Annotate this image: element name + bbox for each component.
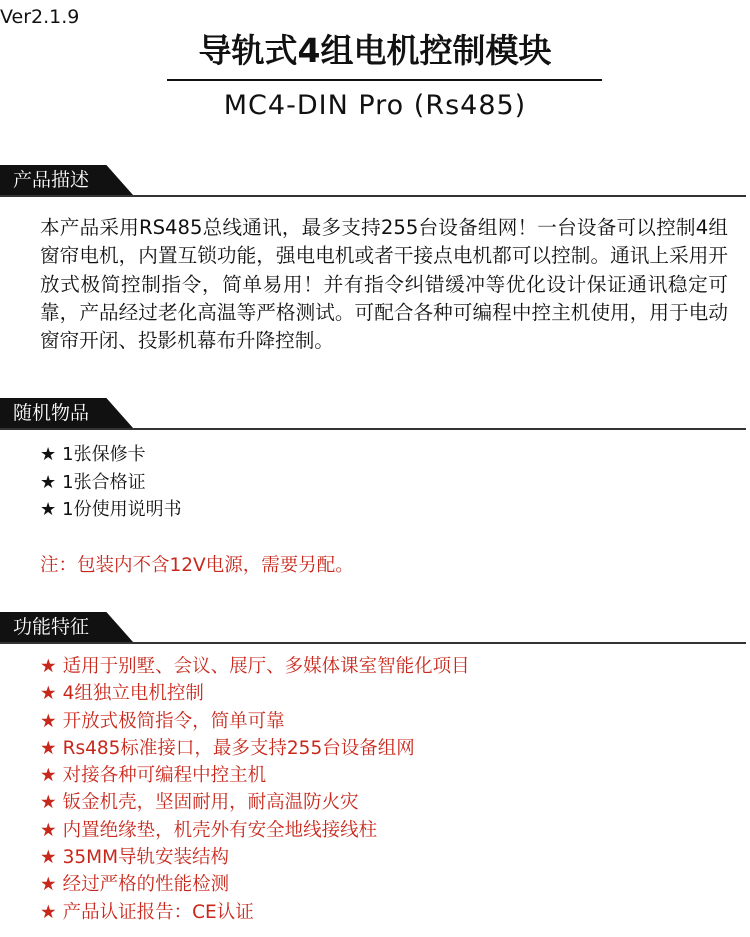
product-description: 本产品采用RS485总线通讯，最多支持255台设备组网！一台设备可以控制4组窗帘电机，内置互锁功能，强电电机或者干接点电机都可以控制。通讯上采用开放式极简控制指令，简单易用！并有指令纠错缓冲等优化设计保证通讯稳定可靠，产品经过老化高温等严格测试。可配合各种可编程中控主机使用，用于电动窗帘开闭、投影机幕布升降控制。 [40, 216, 728, 353]
list-item: ★ 1张保修卡 [40, 444, 146, 465]
list-item: ★ 4组独立电机控制 [40, 683, 204, 705]
version-label: Ver2.1.9 [0, 6, 80, 28]
star-icon: ★ [40, 765, 57, 787]
accessories-list [40, 441, 182, 524]
star-icon: ★ [40, 847, 57, 869]
section-heading: 随机物品 [13, 402, 90, 424]
star-icon: ★ [40, 874, 57, 896]
star-icon: ★ [40, 792, 57, 814]
list-item: ★ 35MM导轨安装结构 [40, 847, 230, 869]
section-divider [0, 428, 746, 430]
star-icon: ★ [40, 819, 57, 841]
page-title: 导轨式4组电机控制模块 [198, 31, 552, 70]
list-item: ★ 产品认证报告：CE认证 [40, 901, 254, 923]
list-item: ★ 1张合格证 [40, 471, 146, 493]
star-icon: ★ [40, 656, 57, 677]
list-item: ★ 适用于别墅、会议、展厅、多媒体课室智能化项目 [40, 656, 470, 677]
list-item: ★ 钣金机壳，坚固耐用，耐高温防火灾 [40, 792, 359, 814]
star-icon: ★ [40, 737, 57, 759]
features-list [40, 653, 470, 926]
section-header-accessories [0, 398, 750, 432]
list-item: ★ 内置绝缘垫，机壳外有安全地线接线柱 [40, 819, 378, 841]
list-item: ★ Rs485标准接口，最多支持255台设备组网 [40, 737, 415, 759]
list-item: ★ 经过严格的性能检测 [40, 874, 230, 896]
star-icon: ★ [40, 444, 57, 465]
page-subtitle: MC4-DIN Pro (Rs485) [223, 90, 527, 121]
star-icon: ★ [40, 683, 57, 705]
section-divider [0, 195, 746, 197]
section-heading: 功能特征 [13, 616, 90, 638]
star-icon: ★ [40, 901, 57, 923]
star-icon: ★ [40, 499, 57, 520]
section-header-features [0, 612, 750, 646]
title-underline [167, 79, 602, 81]
list-item: ★ 对接各种可编程中控主机 [40, 765, 267, 787]
star-icon: ★ [40, 710, 57, 732]
list-item: ★ 1份使用说明书 [40, 499, 182, 520]
packaging-note: 注：包装内不含12V电源，需要另配。 [40, 555, 354, 576]
section-header-description [0, 165, 750, 199]
section-divider [0, 642, 746, 644]
list-item: ★ 开放式极简指令，简单可靠 [40, 710, 285, 732]
section-heading: 产品描述 [13, 169, 90, 191]
star-icon: ★ [40, 471, 57, 493]
